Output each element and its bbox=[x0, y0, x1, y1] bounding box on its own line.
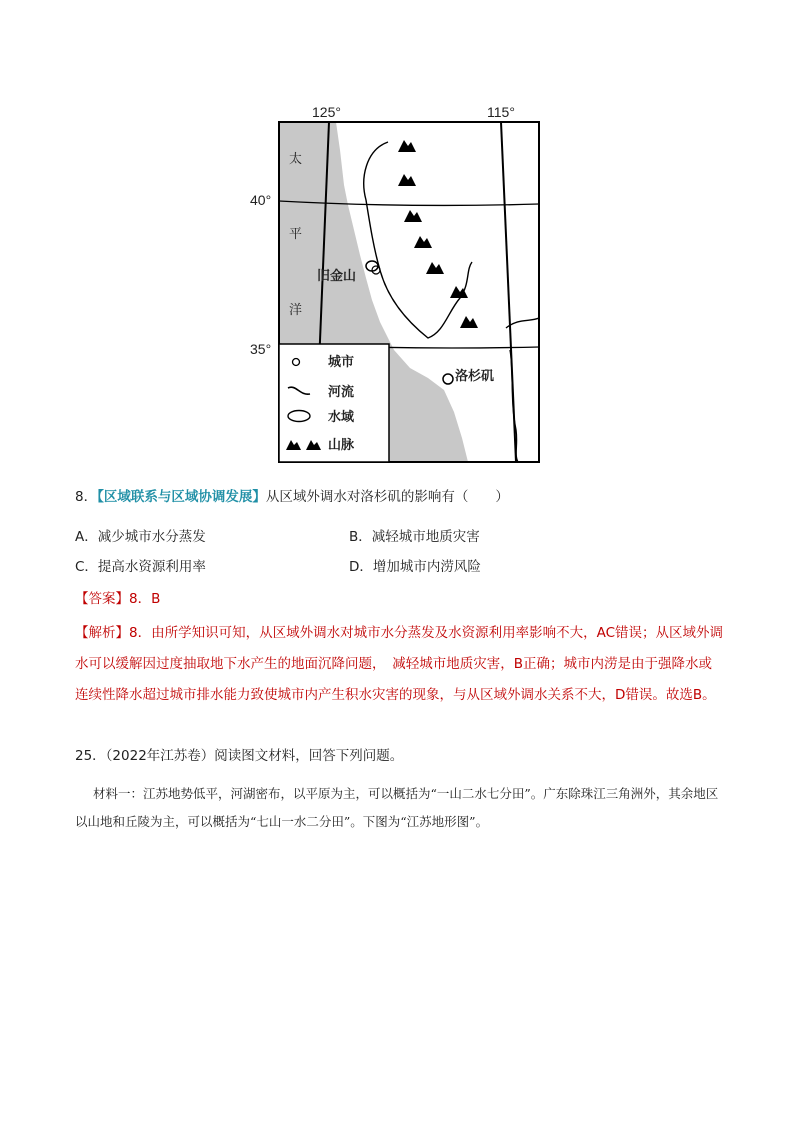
lat-label-35: 35° bbox=[250, 341, 272, 357]
option-c: C．提高水资源利用率 bbox=[75, 559, 206, 575]
lat-label-40: 40° bbox=[250, 192, 272, 208]
answer-label: 【答案】 bbox=[75, 591, 129, 607]
legend-city-label: 城市 bbox=[328, 355, 355, 370]
question-number: 8． bbox=[75, 489, 98, 505]
option-a: A．减少城市水分蒸发 bbox=[75, 529, 206, 545]
legend-river-label: 河流 bbox=[328, 385, 355, 400]
legend-water-label: 水域 bbox=[328, 410, 355, 425]
question-8-stem bbox=[75, 487, 509, 507]
analysis-text: 8．由所学知识可知，从区域外调水对城市水分蒸发及水资源利用率影响不大，AC错误；从区域外调水可以缓解因过度抽取地下水产生的地面沉降问题， 减轻城市地质灾害，B正确；城市内涝是由于强降水或连续性降水超过城市排水能力致使城市内产生积水灾害的现象，与从区域外调水关系不大，D错误。故选B。 bbox=[75, 625, 724, 703]
analysis-label: 【解析】 bbox=[75, 625, 129, 641]
lon-label-125: 125° bbox=[312, 104, 341, 120]
river-central-valley bbox=[364, 142, 472, 338]
answer-value: 8．B bbox=[129, 591, 161, 607]
city-label-sf: 旧金山 bbox=[317, 269, 357, 284]
analysis-paragraph bbox=[75, 618, 725, 711]
option-d: D．增加城市内涝风险 bbox=[349, 559, 481, 575]
question-25-head: 25．（2022年江苏卷）阅读图文材料，回答下列问题。 bbox=[75, 748, 404, 764]
map-figure bbox=[248, 100, 548, 470]
question-text: 从区域外调水对洛杉矶的影响有（ ） bbox=[265, 489, 509, 505]
la-city-marker bbox=[443, 374, 453, 384]
city-label-la: 洛杉矶 bbox=[455, 369, 495, 384]
option-b: B．减轻城市地质灾害 bbox=[349, 529, 480, 545]
ocean-char-1: 太 bbox=[289, 152, 303, 167]
ocean-char-3: 洋 bbox=[289, 303, 303, 318]
ocean-char-2: 平 bbox=[289, 227, 303, 242]
legend-mountain-label: 山脉 bbox=[328, 438, 355, 453]
answer-line bbox=[75, 589, 160, 609]
mountain-symbols bbox=[398, 140, 478, 328]
legend-city-icon bbox=[293, 359, 300, 366]
question-tag: 【区域联系与区域协调发展】 bbox=[97, 489, 266, 505]
lon-label-115: 115° bbox=[487, 104, 515, 120]
material-1: 材料一：江苏地势低平，河湖密布，以平原为主，可以概括为“一山二水七分田”。广东除珠江三角洲外，其余地区以山地和丘陵为主，可以概括为“七山一水二分田”。下图为“江苏地形图”。 bbox=[75, 786, 719, 829]
